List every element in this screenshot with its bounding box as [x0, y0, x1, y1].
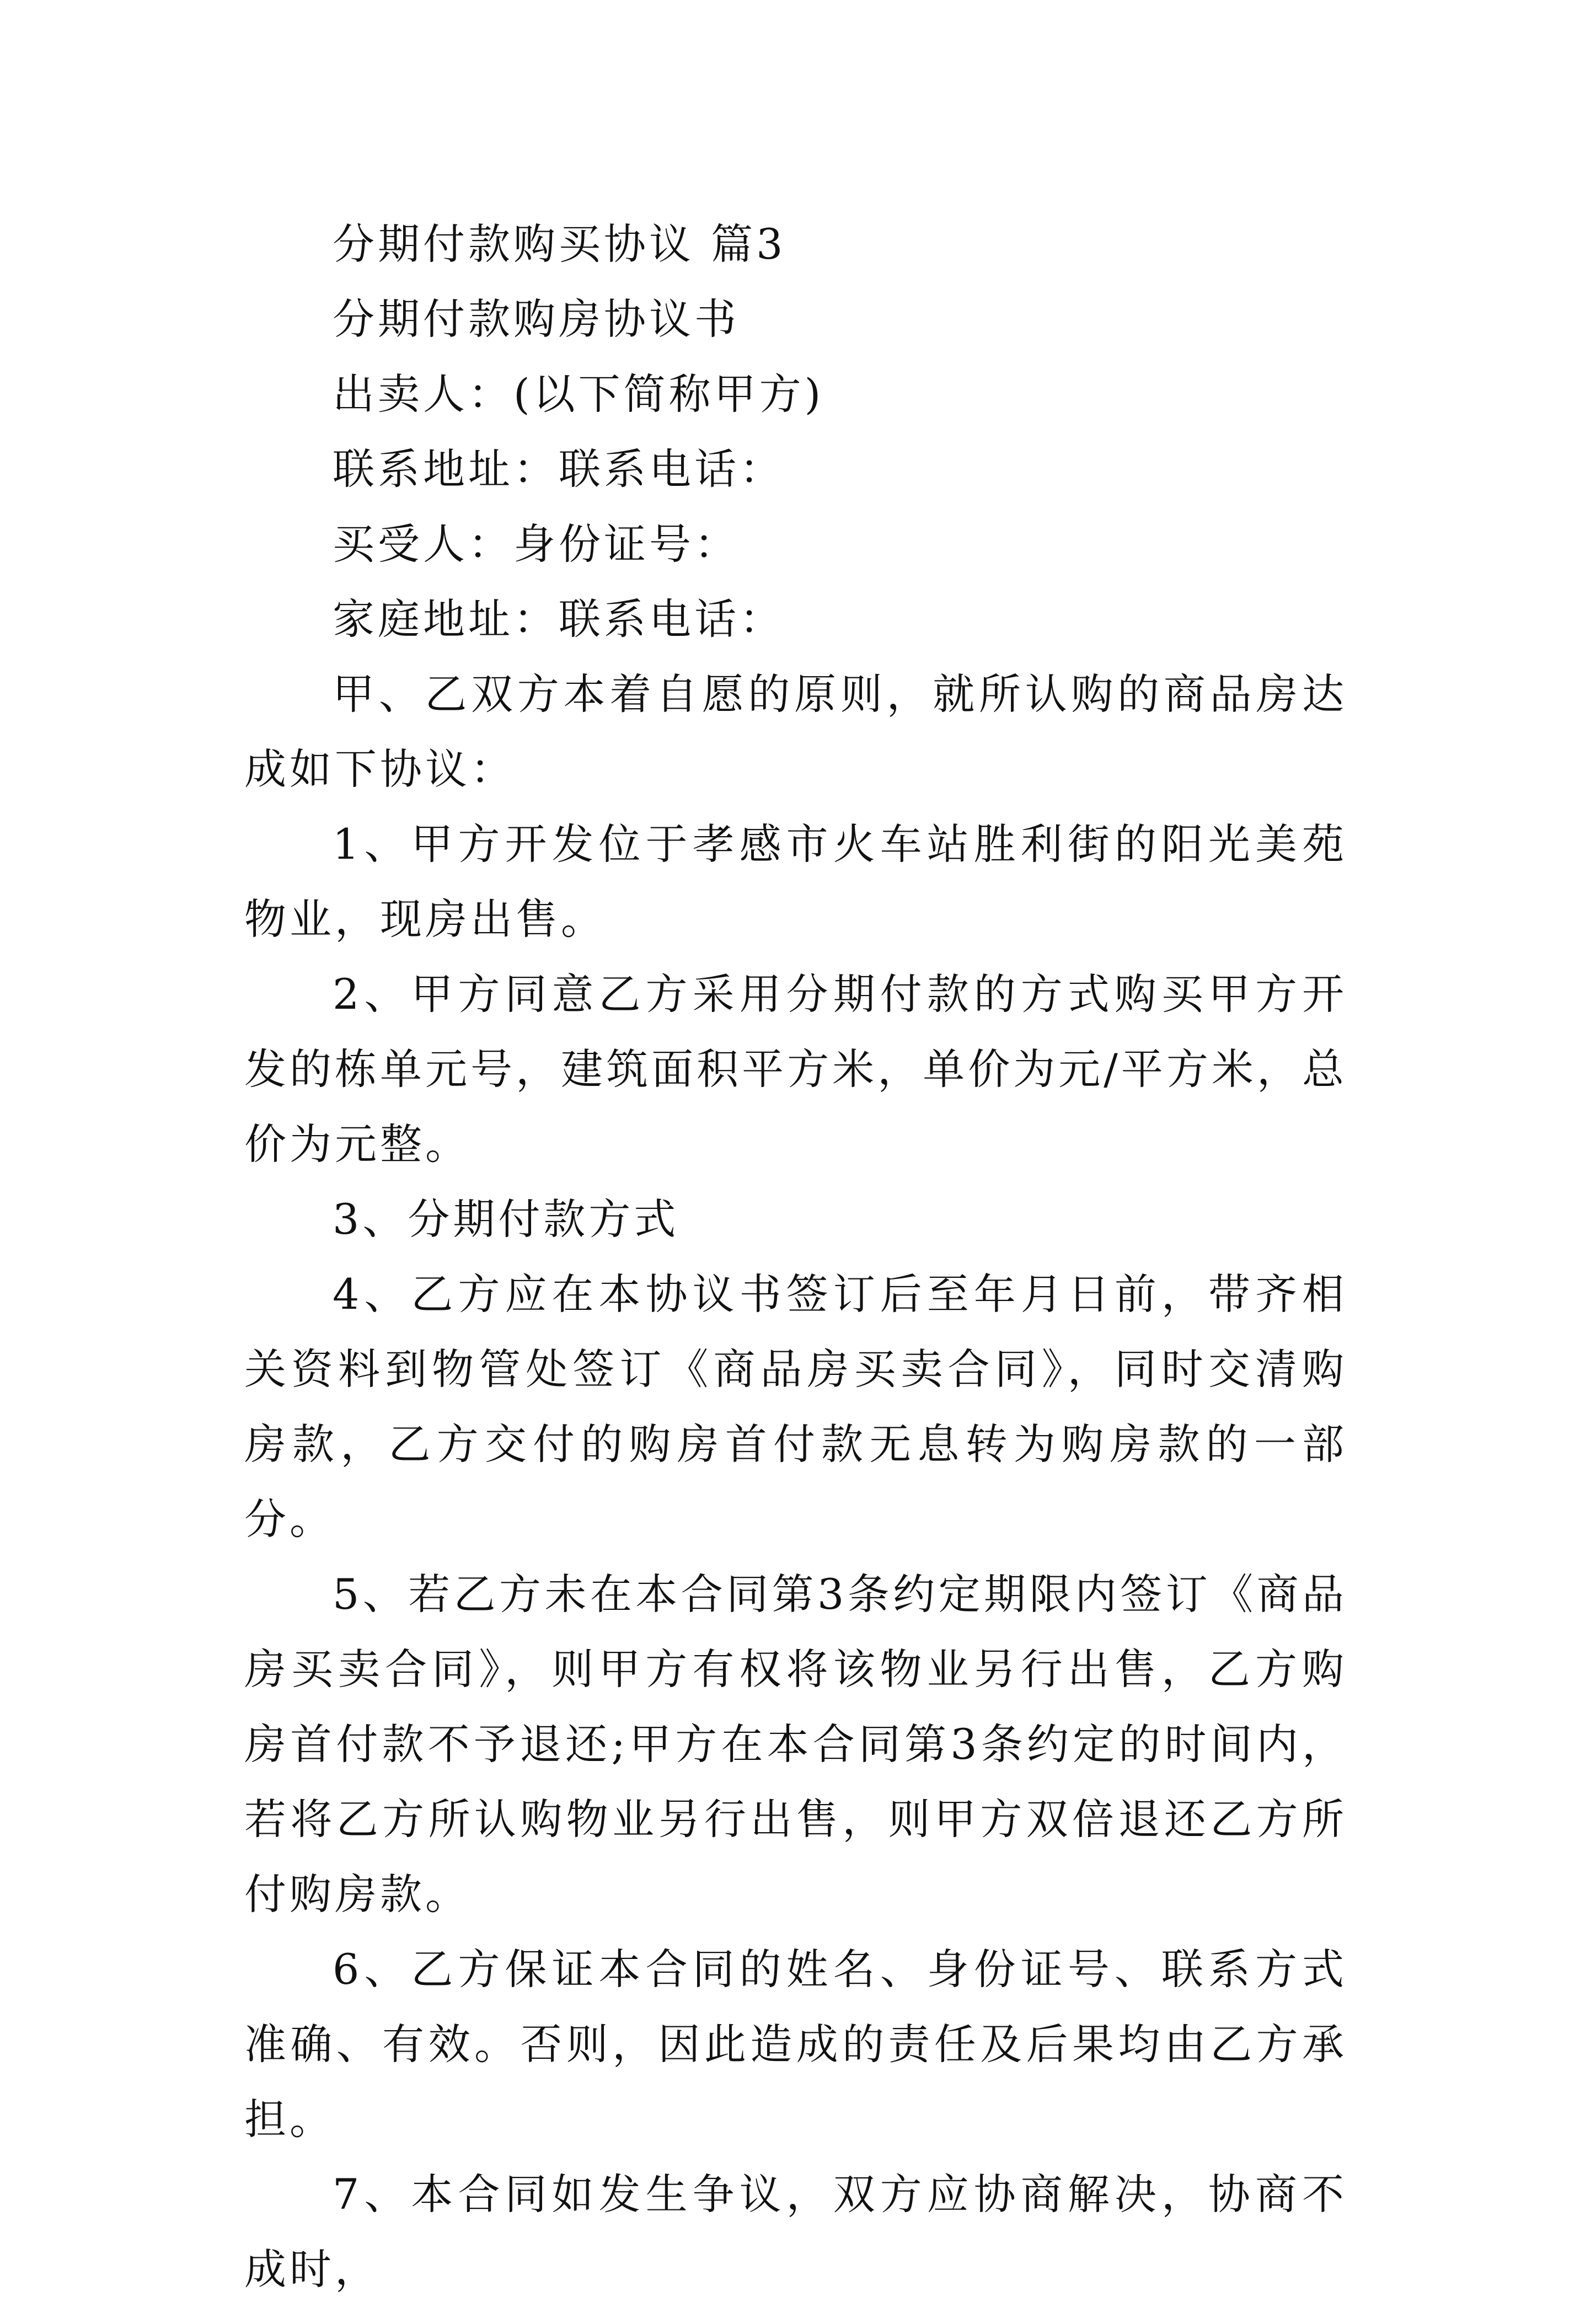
seller-contact-line: 联系地址：联系电话：	[333, 445, 785, 494]
paragraph-clause-3: 3、分期付款方式	[333, 1195, 679, 1244]
paragraph-clause-6: 6、乙方保证本合同的姓名、身份证号、联系方式准确、有效。否则，因此造成的责任及后果均由乙方承担。	[244, 1945, 1347, 2144]
paragraph-clause-1: 1、甲方开发位于孝感市火车站胜利街的阳光美苑物业，现房出售。	[244, 820, 1347, 944]
paragraph-clause-4: 4、乙方应在本协议书签订后至年月日前，带齐相关资料到物管处签订《商品房买卖合同》，同时交清购房款，乙方交付的购房首付款无息转为购房款的一部分。	[244, 1270, 1347, 1544]
seller-line: 出卖人：(以下简称甲方)	[333, 370, 824, 419]
buyer-contact-line: 家庭地址：联系电话：	[333, 595, 785, 644]
agreement-heading: 分期付款购买协议 篇3	[333, 220, 786, 269]
paragraph-intro: 甲、乙双方本着自愿的原则，就所认购的商品房达成如下协议：	[244, 670, 1347, 794]
buyer-line: 买受人：身份证号：	[333, 520, 740, 569]
paragraph-clause-7: 7、本合同如发生争议，双方应协商解决，协商不成时，	[244, 2170, 1347, 2294]
paragraph-clause-2: 2、甲方同意乙方采用分期付款的方式购买甲方开发的栋单元号，建筑面积平方米，单价为元/平方米，总价为元整。	[244, 970, 1347, 1169]
paragraph-clause-5: 5、若乙方未在本合同第3条约定期限内签订《商品房买卖合同》，则甲方有权将该物业另行出售，乙方购房首付款不予退还;甲方在本合同第3条约定的时间内，若将乙方所认购物业另行出售，则甲方双倍退还乙方所付购房款。	[244, 1570, 1347, 1919]
agreement-title: 分期付款购房协议书	[333, 295, 740, 344]
document-body	[244, 207, 1347, 2307]
